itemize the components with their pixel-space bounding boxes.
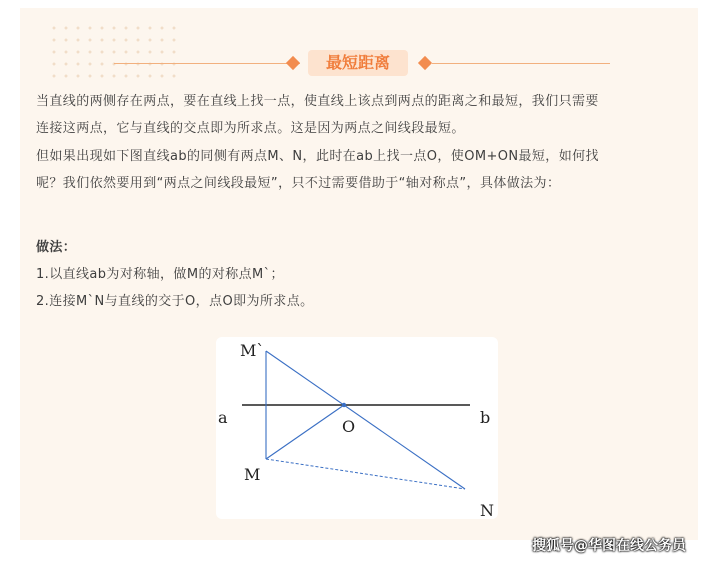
geometry-figure	[216, 337, 498, 519]
label-n: N	[480, 501, 494, 520]
method-step-2: 2.连接M`N与直线的交于O，点O即为所求点。	[36, 294, 314, 309]
paragraph-line: 呢？我们依然要用到“两点之间线段最短”，只不过需要借助于“轴对称点”，具体做法为：	[36, 176, 561, 191]
section-header	[20, 48, 698, 78]
section-title: 最短距离	[308, 50, 408, 76]
paragraph-intro	[36, 88, 686, 142]
diamond-icon-left	[286, 56, 300, 70]
method-title: 做法：	[36, 240, 77, 255]
method-step-1: 1.以直线ab为对称轴，做M的对称点M`；	[36, 267, 284, 282]
watermark: 搜狐号@华图在线公务员	[532, 538, 686, 554]
paragraph-line: 但如果出现如下图直线ab的同侧有两点M、N，此时在ab上找一点O，使OM+ON最短，如何找	[36, 149, 599, 164]
header-line-right	[432, 63, 610, 64]
paragraph-line: 当直线的两侧存在两点，要在直线上找一点，使直线上该点到两点的距离之和最短，我们只需要	[36, 94, 599, 109]
header-line-left	[114, 63, 300, 64]
segment-m-o	[266, 405, 344, 459]
label-o: O	[342, 417, 356, 436]
label-b: b	[480, 408, 491, 427]
label-a: a	[218, 408, 228, 427]
label-m-prime: M`	[240, 341, 265, 360]
label-m: M	[244, 465, 261, 484]
point-o-marker	[342, 403, 346, 407]
segment-m-n-dashed	[266, 459, 465, 489]
geometry-diagram	[216, 337, 498, 527]
segment-mprime-n	[266, 351, 465, 489]
diamond-icon-right	[418, 56, 432, 70]
article-card	[20, 8, 698, 540]
paragraph-line: 连接这两点，它与直线的交点即为所求点。这是因为两点之间线段最短。	[36, 121, 465, 136]
paragraph-problem	[36, 143, 686, 197]
